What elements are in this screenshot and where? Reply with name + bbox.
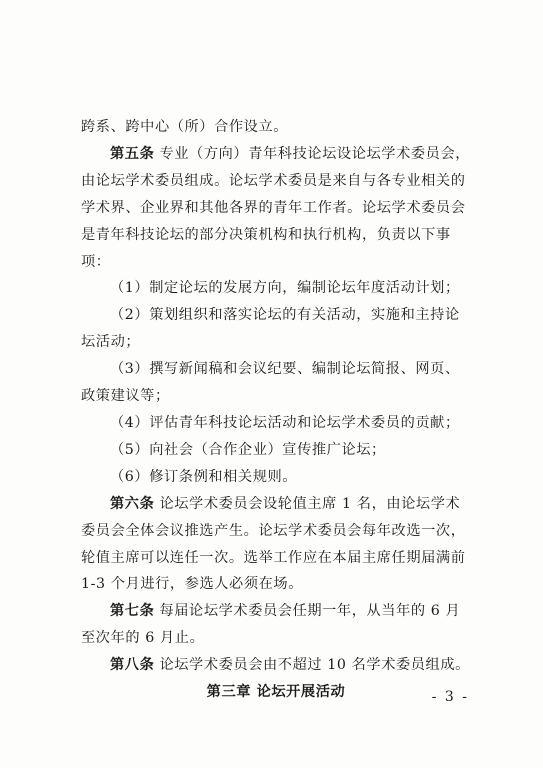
article-6-title: 第六条 [110, 495, 155, 512]
list-item-4: （4）评估青年科技论坛活动和论坛学术委员的贡献； [110, 414, 460, 431]
article-7-text: 每届论坛学术委员会任期一年，从当年的 6 月至次年的 6 月止。 [81, 603, 461, 647]
article-7-title: 第七条 [110, 603, 155, 620]
article-8 [81, 652, 471, 679]
chapter-heading: 第三章 论坛开展活动 [206, 684, 346, 701]
article-6-text: 论坛学术委员会设轮值主席 1 名，由论坛学术委员会全体会议推选产生。论坛学术委员会每年改选一次，轮值主席可以连任一次。选举工作应在本届主席任期届满前 1-3 个月进行，参选人必须在场。 [81, 495, 466, 593]
article-6 [81, 491, 471, 599]
article-5-text: 专业（方向）青年科技论坛设论坛学术委员会，由论坛学术委员组成。论坛学术委员是来自与各专业相关的学术界、企业界和其他各界的青年工作者。论坛学术委员会是青年科技论坛的部分决策机构和执行机构，负责以下事项： [81, 145, 471, 270]
list-item-6: （6）修订条例和相关规则。 [110, 468, 298, 485]
page-number: - 3 - [431, 689, 469, 705]
article-7 [81, 598, 471, 652]
article-5 [81, 141, 471, 276]
list-item-5: （5）向社会（合作企业）宣传推广论坛； [110, 441, 386, 458]
article-5-title: 第五条 [110, 145, 155, 162]
paragraph-l1: 跨系、跨中心（所）合作设立。 [81, 119, 289, 135]
list-item-3: （3）撰写新闻稿和会议纪要、编制论坛简报、网页、政策建议等； [81, 361, 460, 405]
article-8-title: 第八条 [110, 657, 155, 674]
list-item-2: （2）策划组织和落实论坛的有关活动，实施和主持论坛活动； [81, 307, 460, 351]
list-item-1: （1）制定论坛的发展方向，编制论坛年度活动计划； [110, 280, 460, 297]
article-8-text: 论坛学术委员会由不超过 10 名学术委员组成。 [154, 657, 470, 674]
page-body [81, 114, 471, 706]
